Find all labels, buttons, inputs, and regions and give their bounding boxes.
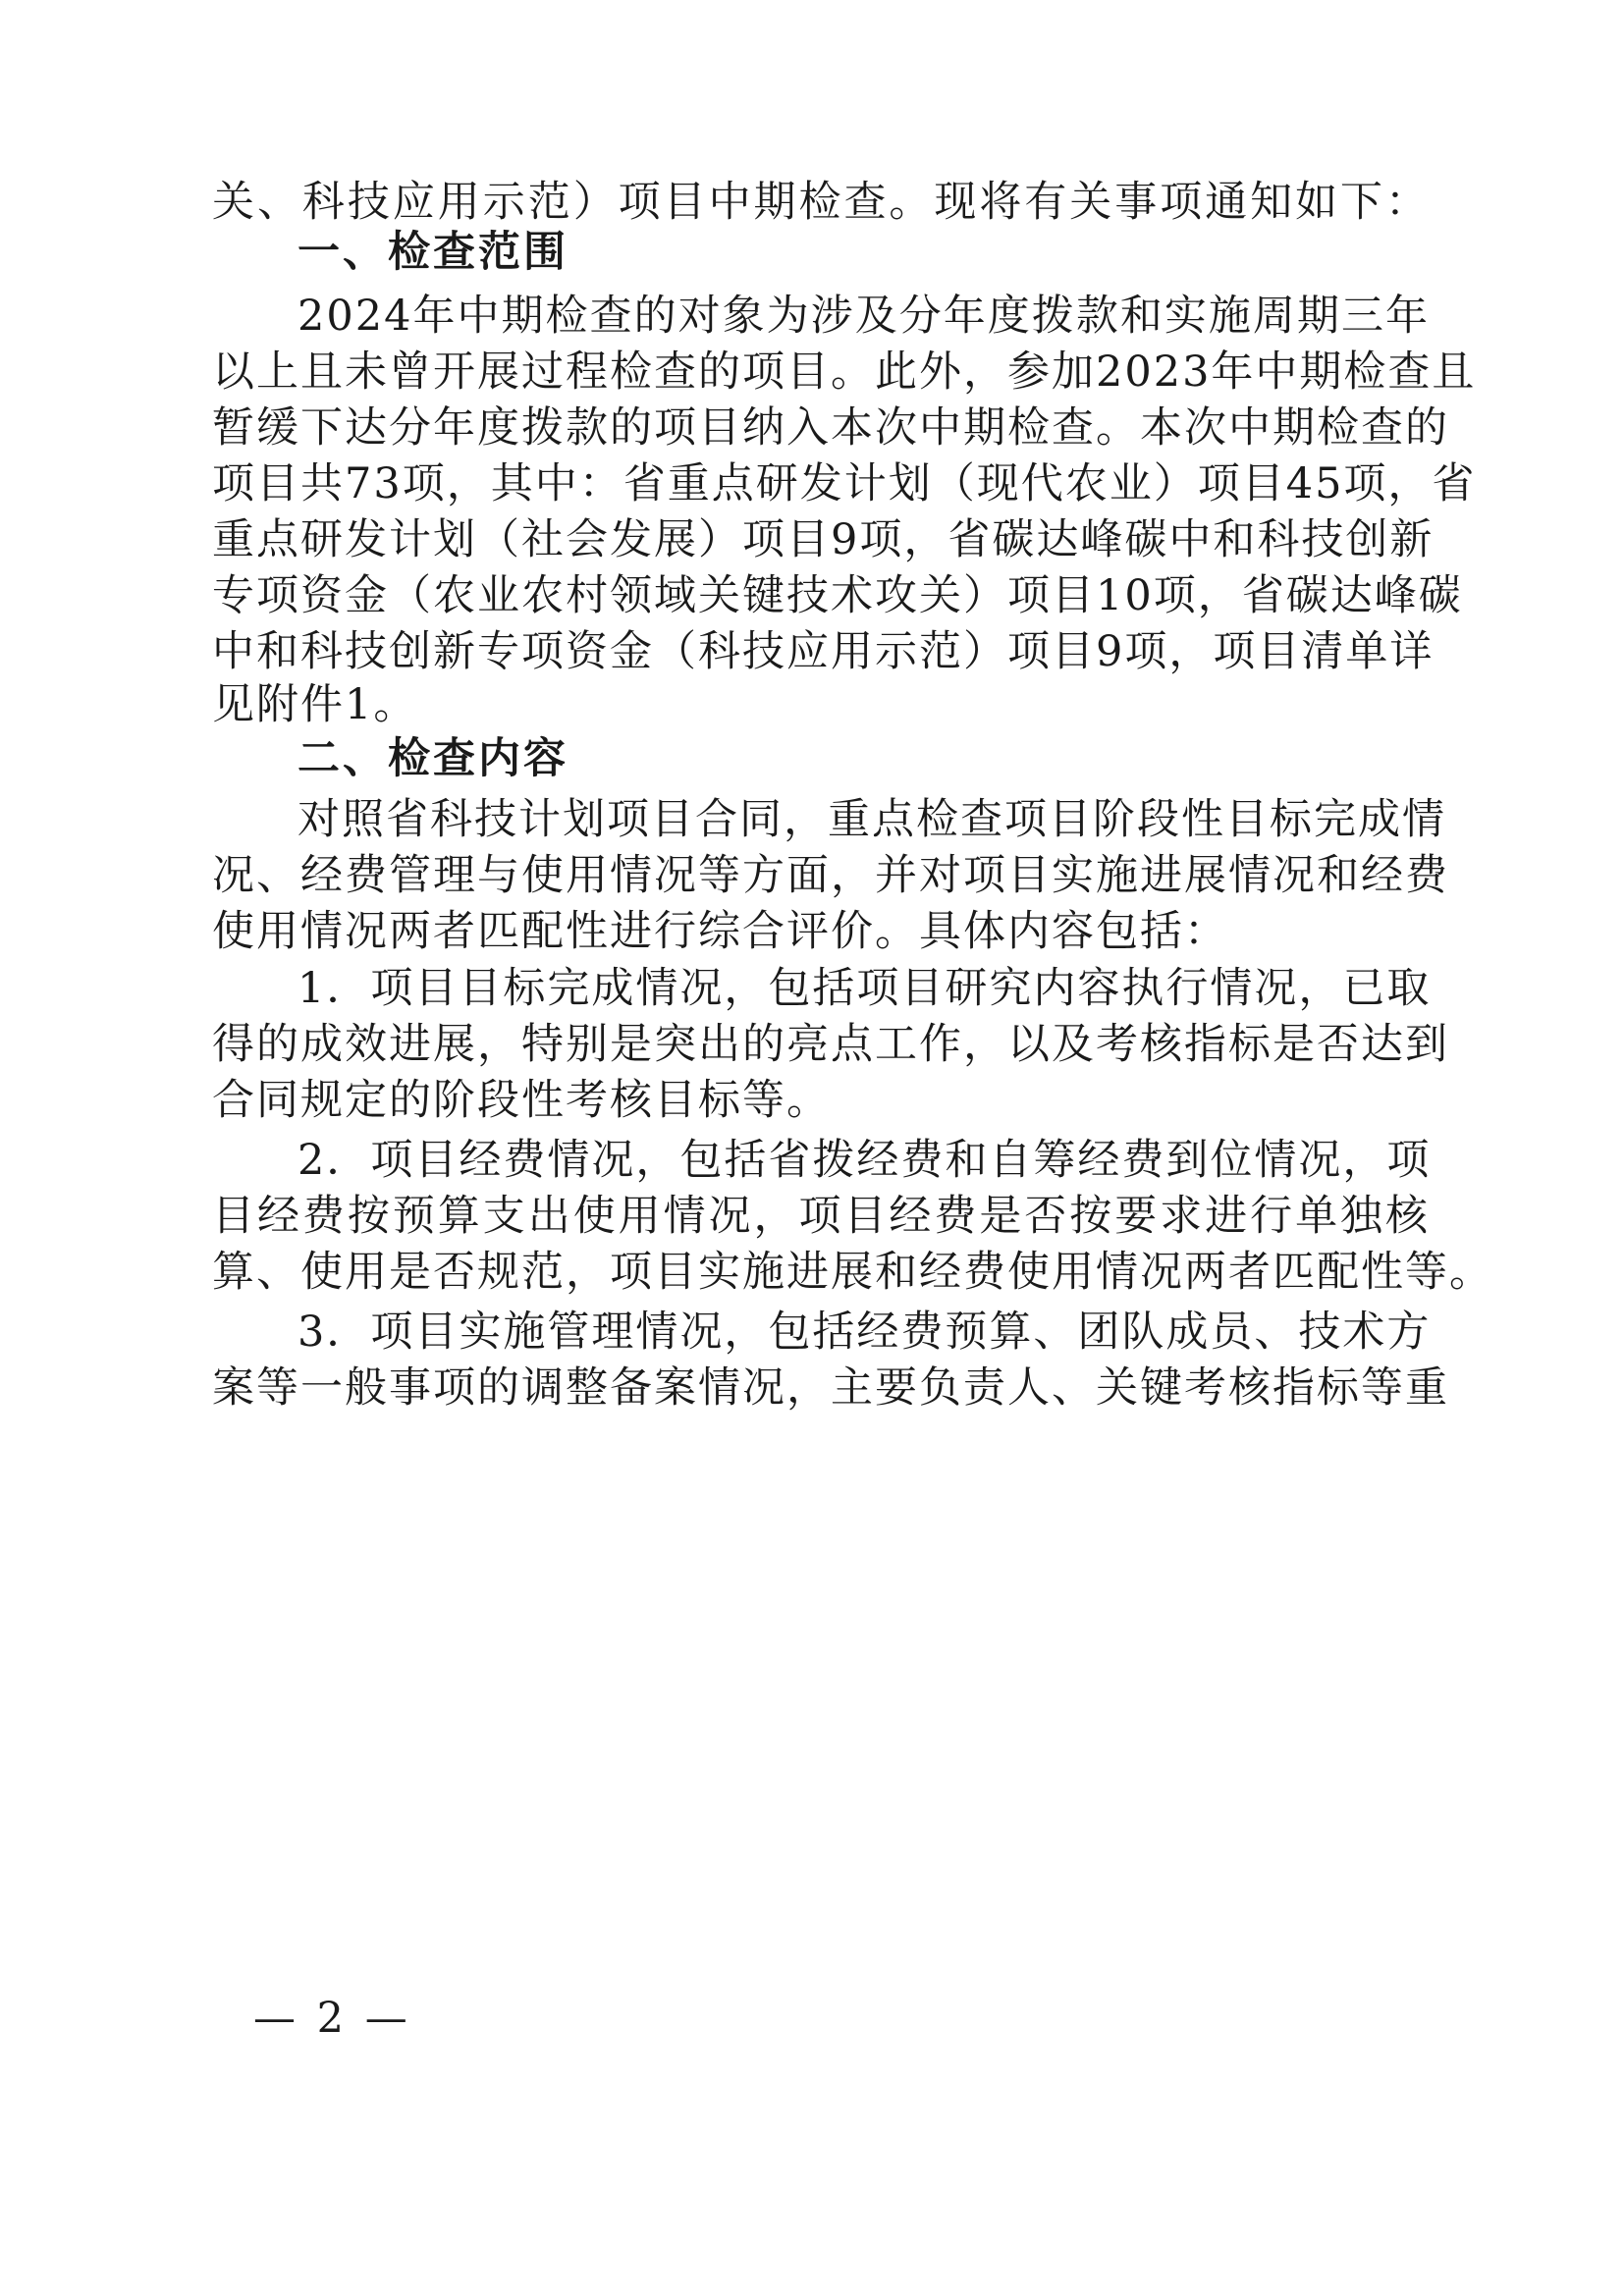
paragraph-line: 关、科技应用示范）项目中期检查。现将有关事项通知如下： [212, 178, 1430, 227]
paragraph-line: 专项资金（农业农村领域关键技术攻关）项目10项，省碳达峰碳 [212, 571, 1463, 620]
page-number: — 2 — [253, 1994, 411, 2043]
paragraph-line: 使用情况两者匹配性进行综合评价。具体内容包括： [212, 907, 1228, 956]
section-heading-content: 二、检查内容 [298, 734, 568, 783]
paragraph-line: 况、经费管理与使用情况等方面，并对项目实施进展情况和经费 [212, 851, 1449, 900]
paragraph-line: 重点研发计划（社会发展）项目9项，省碳达峰碳中和科技创新 [212, 515, 1435, 564]
paragraph-line: 3．项目实施管理情况，包括经费预算、团队成员、技术方 [298, 1308, 1432, 1357]
paragraph-line: 见附件1。 [212, 680, 418, 729]
paragraph-line: 暂缓下达分年度拨款的项目纳入本次中期检查。本次中期检查的 [212, 403, 1449, 453]
section-heading-scope: 一、检查范围 [298, 228, 568, 277]
paragraph-line: 目经费按预算支出使用情况，项目经费是否按要求进行单独核 [212, 1192, 1430, 1241]
paragraph-line: 1．项目目标完成情况，包括项目研究内容执行情况，已取 [298, 964, 1432, 1013]
paragraph-line: 算、使用是否规范，项目实施进展和经费使用情况两者匹配性等。 [212, 1248, 1493, 1297]
paragraph-line: 合同规定的阶段性考核目标等。 [212, 1076, 831, 1125]
paragraph-line: 中和科技创新专项资金（科技应用示范）项目9项，项目清单详 [212, 627, 1435, 676]
paragraph-line: 2．项目经费情况，包括省拨经费和自筹经费到位情况，项 [298, 1136, 1432, 1185]
paragraph-line: 得的成效进展，特别是突出的亮点工作，以及考核指标是否达到 [212, 1020, 1449, 1069]
paragraph-line: 对照省科技计划项目合同，重点检查项目阶段性目标完成情 [298, 795, 1446, 844]
paragraph-line: 案等一般事项的调整备案情况，主要负责人、关键考核指标等重 [212, 1363, 1449, 1413]
paragraph-line: 2024年中期检查的对象为涉及分年度拨款和实施周期三年 [298, 292, 1430, 341]
paragraph-line: 以上且未曾开展过程检查的项目。此外，参加2023年中期检查且 [212, 347, 1477, 397]
paragraph-line: 项目共73项，其中：省重点研发计划（现代农业）项目45项，省 [212, 459, 1477, 508]
